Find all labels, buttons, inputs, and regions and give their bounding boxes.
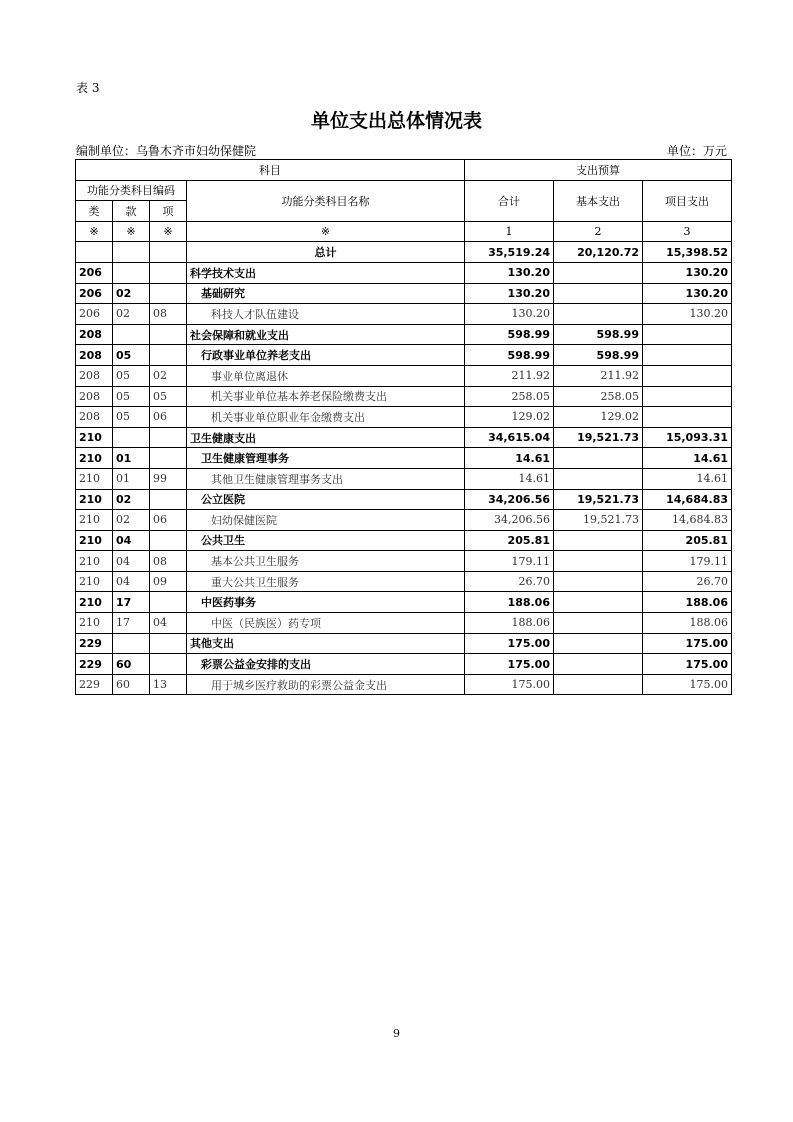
cell-xiang — [150, 530, 187, 551]
cell-xiang: 06 — [150, 407, 187, 428]
total-label: 总计 — [187, 242, 465, 263]
cell-name: 行政事业单位养老支出 — [187, 345, 465, 366]
cell-kuan: 05 — [113, 345, 150, 366]
cell-lei: 210 — [76, 510, 113, 531]
cell-kuan: 02 — [113, 489, 150, 510]
cell-total: 175.00 — [465, 633, 554, 654]
cell-name: 妇幼保健医院 — [187, 510, 465, 531]
total-sum: 35,519.24 — [465, 242, 554, 263]
cell-xiang — [150, 448, 187, 469]
cell-xiang — [150, 345, 187, 366]
header-name: 功能分类科目名称 — [187, 180, 465, 221]
cell-xiang: 08 — [150, 304, 187, 325]
cell-name: 科技人才队伍建设 — [187, 304, 465, 325]
cell-total: 175.00 — [465, 674, 554, 695]
cell-kuan: 01 — [113, 448, 150, 469]
header-subject: 科目 — [76, 160, 465, 181]
cell-total: 598.99 — [465, 345, 554, 366]
cell-lei: 210 — [76, 427, 113, 448]
cell-name: 科学技术支出 — [187, 262, 465, 283]
cell-basic — [554, 448, 643, 469]
cell-xiang — [150, 262, 187, 283]
cell-lei: 206 — [76, 283, 113, 304]
cell-lei: 210 — [76, 489, 113, 510]
cell-name: 事业单位离退休 — [187, 365, 465, 386]
cell-name: 用于城乡医疗救助的彩票公益金支出 — [187, 674, 465, 695]
cell-lei: 208 — [76, 386, 113, 407]
cell-name: 中医（民族医）药专项 — [187, 613, 465, 634]
cell-basic — [554, 468, 643, 489]
cell-project: 175.00 — [643, 654, 732, 675]
cell-basic: 19,521.73 — [554, 427, 643, 448]
cell-basic — [554, 571, 643, 592]
table-row — [76, 448, 732, 469]
cell-basic — [554, 551, 643, 572]
cell-xiang: 99 — [150, 468, 187, 489]
table-row — [76, 407, 732, 428]
cell-project: 14.61 — [643, 468, 732, 489]
cell-project: 205.81 — [643, 530, 732, 551]
cell-xiang: 04 — [150, 613, 187, 634]
cell-total: 14.61 — [465, 468, 554, 489]
cell-basic: 19,521.73 — [554, 510, 643, 531]
cell-total: 14.61 — [465, 448, 554, 469]
cell-kuan: 60 — [113, 654, 150, 675]
cell-total: 34,206.56 — [465, 489, 554, 510]
cell-basic — [554, 633, 643, 654]
cell-kuan: 05 — [113, 386, 150, 407]
cell-total: 34,206.56 — [465, 510, 554, 531]
cell-basic — [554, 674, 643, 695]
cell-lei: 210 — [76, 468, 113, 489]
cell-name: 其他支出 — [187, 633, 465, 654]
unit-label: 单位：万元 — [666, 144, 727, 158]
cell-total: 188.06 — [465, 592, 554, 613]
cell-basic — [554, 304, 643, 325]
cell-name: 中医药事务 — [187, 592, 465, 613]
cell-lei: 210 — [76, 613, 113, 634]
cell-project: 15,093.31 — [643, 427, 732, 448]
cell-name: 卫生健康管理事务 — [187, 448, 465, 469]
cell-lei: 229 — [76, 674, 113, 695]
cell-basic — [554, 262, 643, 283]
table-row — [76, 654, 732, 675]
cell-total: 130.20 — [465, 262, 554, 283]
cell-kuan — [113, 262, 150, 283]
cell-total: 129.02 — [465, 407, 554, 428]
cell-project: 130.20 — [643, 304, 732, 325]
cell-lei: 210 — [76, 530, 113, 551]
table-row — [76, 324, 732, 345]
cell-xiang — [150, 654, 187, 675]
cell-lei: 208 — [76, 345, 113, 366]
cell-xiang: 09 — [150, 571, 187, 592]
cell-total: 26.70 — [465, 571, 554, 592]
cell-basic — [554, 613, 643, 634]
table-row — [76, 468, 732, 489]
cell-kuan: 17 — [113, 592, 150, 613]
table-row — [76, 365, 732, 386]
cell-lei: 210 — [76, 448, 113, 469]
cell-project: 130.20 — [643, 262, 732, 283]
cell-project: 188.06 — [643, 613, 732, 634]
cell-kuan: 04 — [113, 551, 150, 572]
cell-total: 34,615.04 — [465, 427, 554, 448]
mark-cell: ※ — [113, 221, 150, 242]
cell-name: 机关事业单位基本养老保险缴费支出 — [187, 386, 465, 407]
page-title: 单位支出总体情况表 — [310, 110, 482, 132]
table-row — [76, 345, 732, 366]
header-lei: 类 — [76, 201, 113, 222]
cell-project: 175.00 — [643, 674, 732, 695]
cell-name: 公立医院 — [187, 489, 465, 510]
cell-lei: 206 — [76, 304, 113, 325]
table-row — [76, 262, 732, 283]
mark-cell: ※ — [150, 221, 187, 242]
cell-kuan: 60 — [113, 674, 150, 695]
index-cell: 3 — [643, 221, 732, 242]
cell-kuan — [113, 324, 150, 345]
cell-basic: 211.92 — [554, 365, 643, 386]
cell-kuan: 01 — [113, 468, 150, 489]
cell-xiang — [150, 427, 187, 448]
cell-kuan: 05 — [113, 407, 150, 428]
cell-project: 179.11 — [643, 551, 732, 572]
cell-kuan: 04 — [113, 571, 150, 592]
cell-project: 26.70 — [643, 571, 732, 592]
cell-lei: 229 — [76, 654, 113, 675]
table-row — [76, 592, 732, 613]
cell-name: 公共卫生 — [187, 530, 465, 551]
cell-kuan: 04 — [113, 530, 150, 551]
table-number: 表 3 — [76, 81, 100, 95]
cell-basic: 129.02 — [554, 407, 643, 428]
cell-kuan — [113, 633, 150, 654]
cell-name: 基本公共卫生服务 — [187, 551, 465, 572]
cell-total: 130.20 — [465, 304, 554, 325]
header-total: 合计 — [465, 180, 554, 221]
header-basic: 基本支出 — [554, 180, 643, 221]
table-row — [76, 283, 732, 304]
cell-xiang — [150, 324, 187, 345]
cell-basic: 258.05 — [554, 386, 643, 407]
cell-basic: 598.99 — [554, 345, 643, 366]
cell-lei: 229 — [76, 633, 113, 654]
cell-total: 130.20 — [465, 283, 554, 304]
cell-kuan — [113, 427, 150, 448]
cell-project: 175.00 — [643, 633, 732, 654]
header-xiang: 项 — [150, 201, 187, 222]
cell-xiang: 08 — [150, 551, 187, 572]
cell-kuan: 02 — [113, 510, 150, 531]
expenditure-table — [75, 159, 732, 695]
mark-cell: ※ — [187, 221, 465, 242]
cell-xiang — [150, 283, 187, 304]
total-basic: 20,120.72 — [554, 242, 643, 263]
cell-total: 205.81 — [465, 530, 554, 551]
cell-basic — [554, 530, 643, 551]
table-row — [76, 633, 732, 654]
cell-xiang — [150, 592, 187, 613]
table-row — [76, 613, 732, 634]
mark-cell: ※ — [76, 221, 113, 242]
cell-basic: 598.99 — [554, 324, 643, 345]
cell-xiang: 05 — [150, 386, 187, 407]
cell-total: 598.99 — [465, 324, 554, 345]
cell-xiang: 02 — [150, 365, 187, 386]
header-kuan: 款 — [113, 201, 150, 222]
cell-total: 188.06 — [465, 613, 554, 634]
cell-project — [643, 345, 732, 366]
cell-total: 211.92 — [465, 365, 554, 386]
index-cell: 2 — [554, 221, 643, 242]
compiler-label: 编制单位：乌鲁木齐市妇幼保健院 — [76, 144, 257, 158]
cell-project: 14,684.83 — [643, 489, 732, 510]
cell-name: 重大公共卫生服务 — [187, 571, 465, 592]
cell-project: 14.61 — [643, 448, 732, 469]
cell-name: 彩票公益金安排的支出 — [187, 654, 465, 675]
cell-basic — [554, 283, 643, 304]
cell-project — [643, 386, 732, 407]
cell-lei: 208 — [76, 365, 113, 386]
cell-basic: 19,521.73 — [554, 489, 643, 510]
cell-basic — [554, 592, 643, 613]
table-row — [76, 304, 732, 325]
cell-project — [643, 324, 732, 345]
table-row — [76, 427, 732, 448]
header-project: 项目支出 — [643, 180, 732, 221]
cell-kuan: 05 — [113, 365, 150, 386]
cell-project: 188.06 — [643, 592, 732, 613]
cell-lei: 208 — [76, 324, 113, 345]
cell-name: 基础研究 — [187, 283, 465, 304]
cell-name: 机关事业单位职业年金缴费支出 — [187, 407, 465, 428]
cell-project — [643, 407, 732, 428]
table-row — [76, 530, 732, 551]
cell-xiang: 13 — [150, 674, 187, 695]
cell-name: 卫生健康支出 — [187, 427, 465, 448]
cell-lei: 210 — [76, 592, 113, 613]
cell-lei: 210 — [76, 551, 113, 572]
cell-kuan: 02 — [113, 304, 150, 325]
header-code-group: 功能分类科目编码 — [76, 180, 187, 201]
cell-xiang — [150, 633, 187, 654]
cell-xiang: 06 — [150, 510, 187, 531]
table-row — [76, 571, 732, 592]
cell-project: 14,684.83 — [643, 510, 732, 531]
total-project: 15,398.52 — [643, 242, 732, 263]
cell-name: 其他卫生健康管理事务支出 — [187, 468, 465, 489]
cell-name: 社会保障和就业支出 — [187, 324, 465, 345]
header-budget: 支出预算 — [465, 160, 732, 181]
table-row — [76, 386, 732, 407]
cell-lei: 208 — [76, 407, 113, 428]
table-row — [76, 489, 732, 510]
table-row — [76, 510, 732, 531]
cell-kuan: 02 — [113, 283, 150, 304]
page-number: 9 — [393, 1027, 400, 1040]
cell-lei: 210 — [76, 571, 113, 592]
cell-project: 130.20 — [643, 283, 732, 304]
cell-total: 258.05 — [465, 386, 554, 407]
cell-kuan: 17 — [113, 613, 150, 634]
table-row — [76, 551, 732, 572]
cell-lei: 206 — [76, 262, 113, 283]
cell-basic — [554, 654, 643, 675]
cell-total: 179.11 — [465, 551, 554, 572]
cell-total: 175.00 — [465, 654, 554, 675]
cell-project — [643, 365, 732, 386]
index-cell: 1 — [465, 221, 554, 242]
table-row — [76, 674, 732, 695]
cell-xiang — [150, 489, 187, 510]
